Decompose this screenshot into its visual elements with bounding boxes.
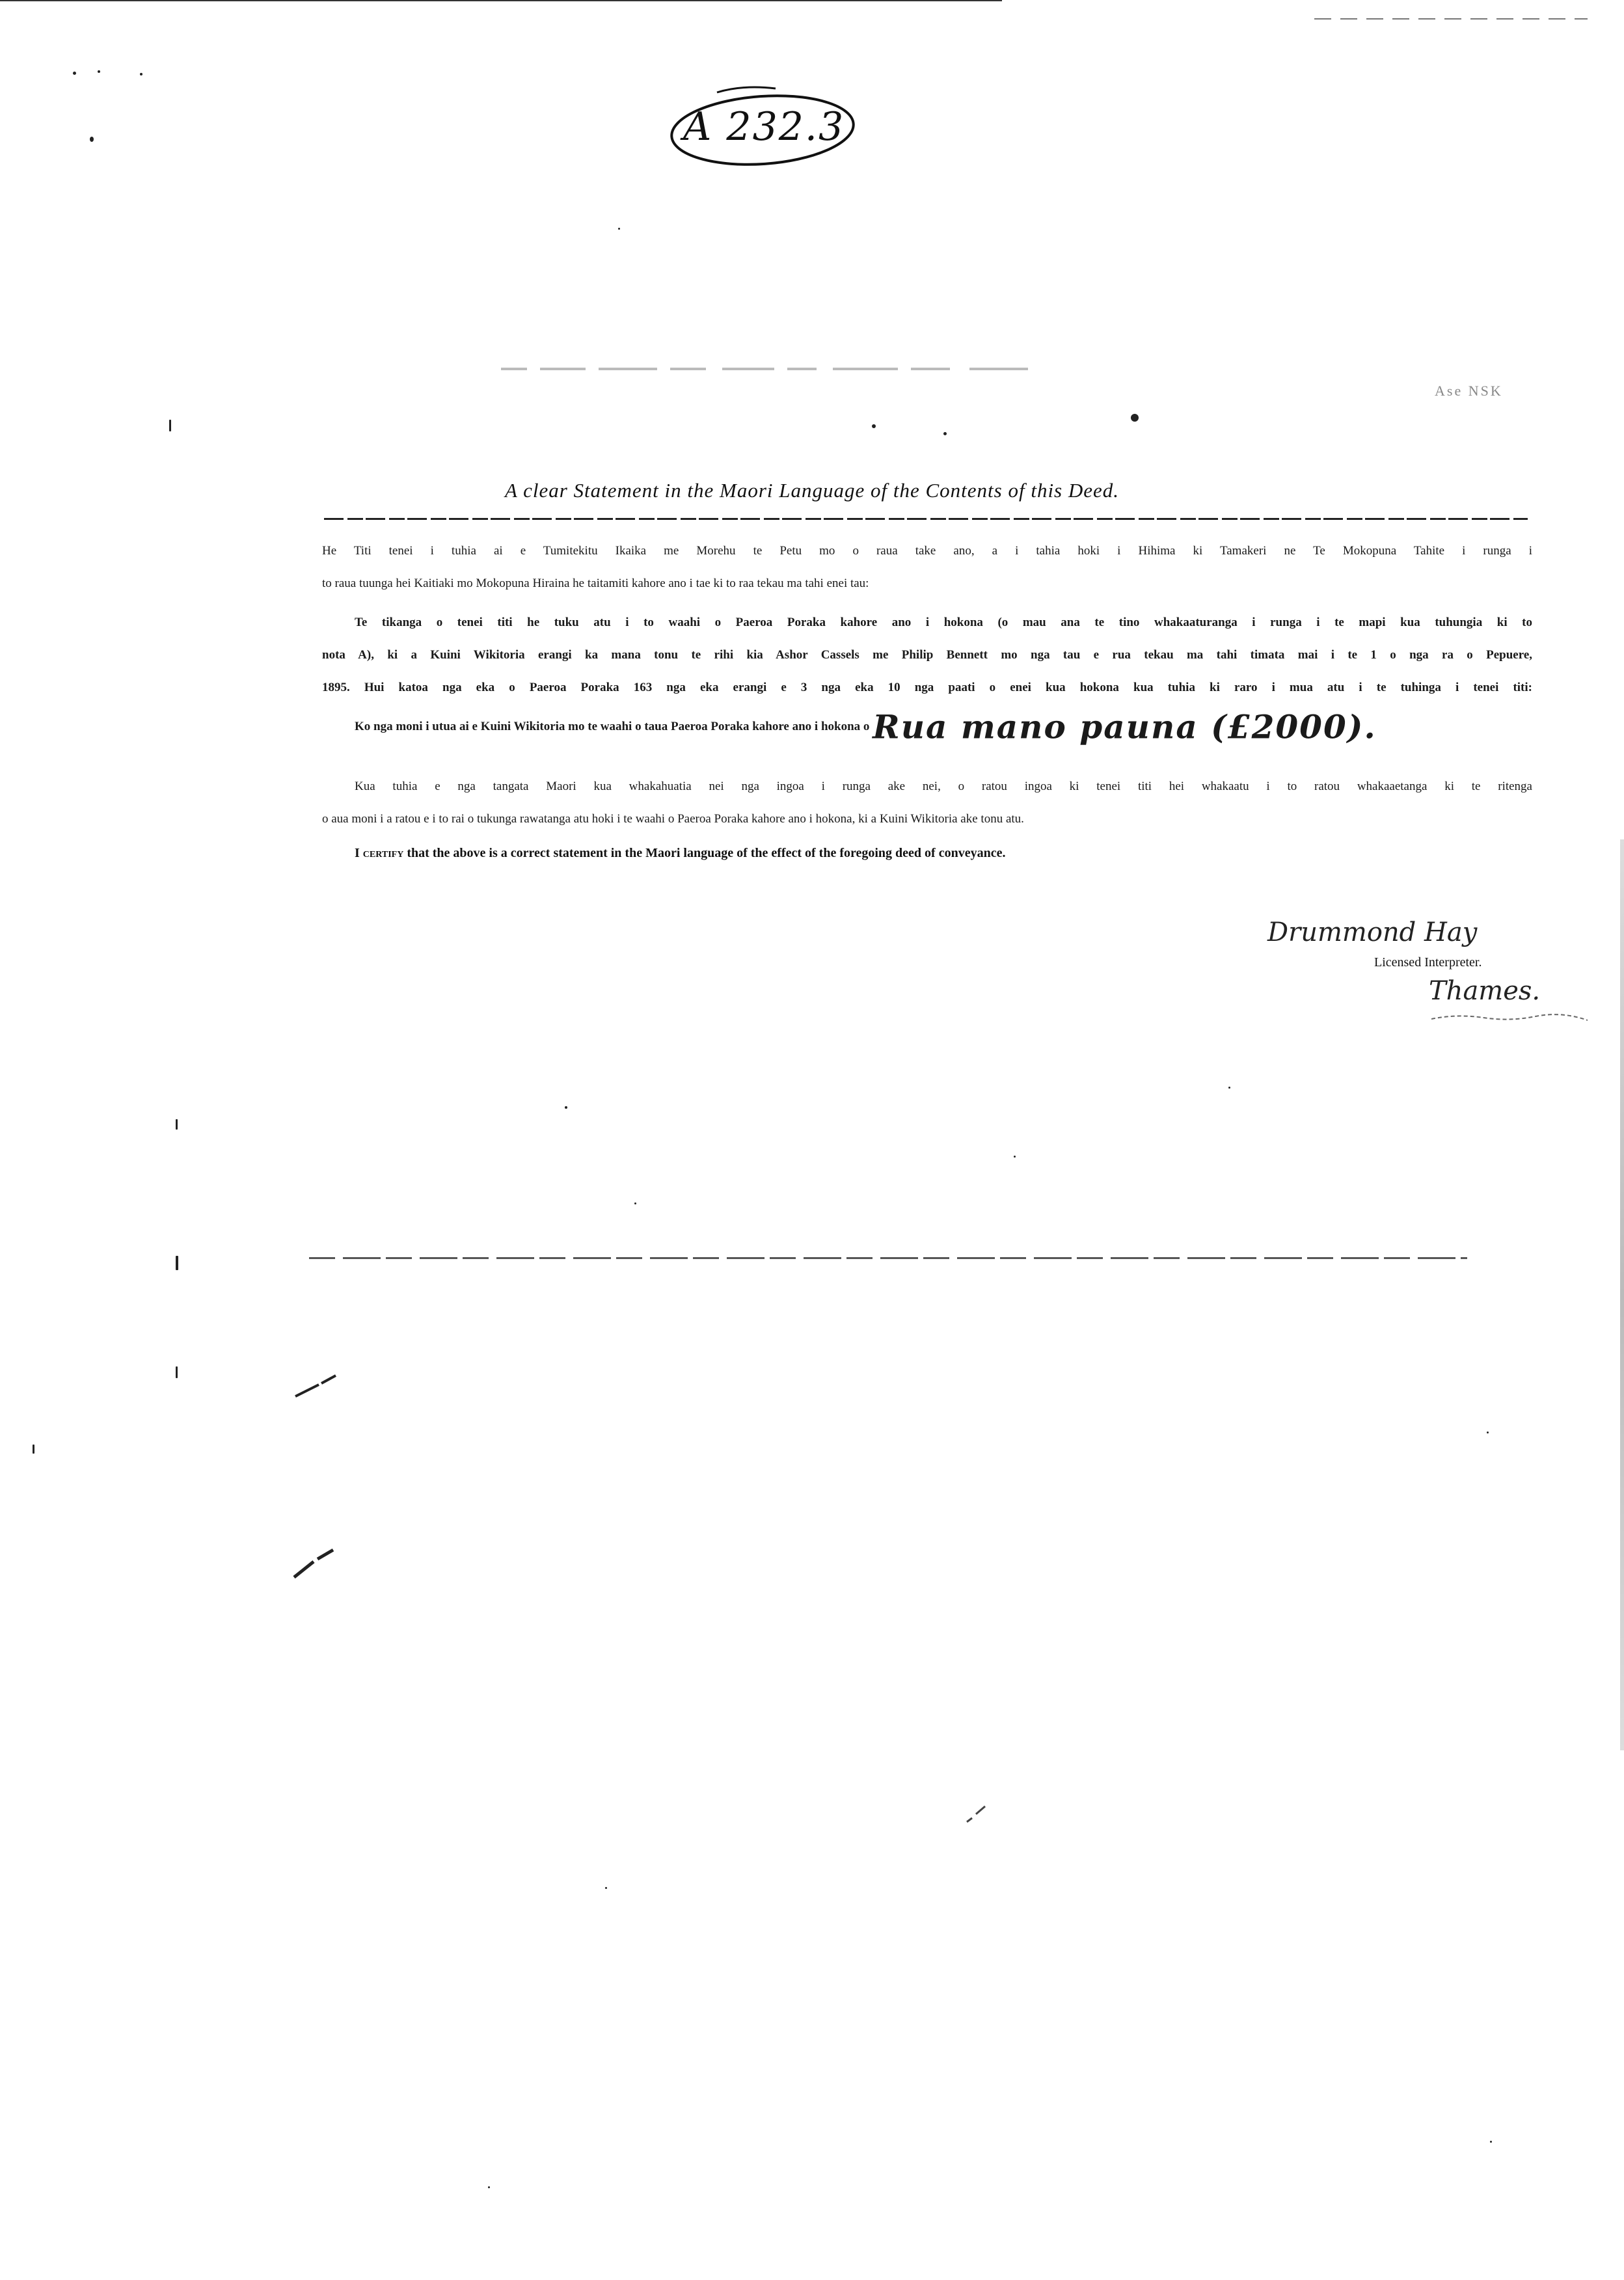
- faint-header-right: Ase NSK: [1435, 383, 1503, 399]
- scan-speck: [1014, 1156, 1016, 1158]
- signature-place: Thames.: [1429, 976, 1541, 1006]
- scan-speck: [943, 432, 947, 435]
- intro-paragraph: [322, 535, 1532, 600]
- scan-speck: [565, 1106, 567, 1109]
- scan-speck: [169, 420, 171, 431]
- document-title: A clear Statement in the Maori Language of the Contents of this Deed.: [504, 479, 1120, 502]
- witness-line-2: o aua moni i a ratou e i to rai o tukunga rawatanga atu hoki i te waahi o Paeroa Poraka kahore ano i hokona, ki a Kuini Wikitoria ake tonu atu.: [322, 812, 1024, 826]
- scan-speck: [872, 424, 876, 428]
- scan-speck: [618, 228, 620, 230]
- certification-rest: that the above is a correct statement in the Maori language of the effect of the foregoing deed of conveyance.: [403, 846, 1006, 860]
- stray-pen-mark: [963, 1802, 989, 1826]
- faint-header-text: [501, 364, 1035, 373]
- title-rule: [324, 518, 1528, 520]
- reference-mark: A 232.3: [683, 104, 845, 150]
- scan-right-edge: [1620, 839, 1624, 1750]
- intro-line-1: He Titi tenei i tuhia ai e Tumitekitu Ikaika me Morehu te Petu mo o raua take ano, a i tahia hoki i Hihima ki Tamakeri ne Te Mokopuna Tahite i runga i: [322, 544, 1532, 558]
- certification-statement: [355, 846, 1005, 861]
- witness-line-1: Kua tuhia e nga tangata Maori kua whakahuatia nei nga ingoa i runga ake nei, o ratou ingoa ki tenei titi hei whakaatu i to ratou whakaaetanga ki te ritenga: [355, 780, 1532, 793]
- intro-line-2: to raua tuunga hei Kaitiaki mo Mokopuna Hiraina he taitamiti kahore ano i tae ki to raa tekau ma tahi enei tau:: [322, 577, 869, 590]
- handwritten-amount: Rua mano pauna (£2000).: [873, 707, 1377, 746]
- signature-role: Licensed Interpreter.: [1374, 955, 1482, 970]
- witness-paragraph: [322, 770, 1532, 835]
- scan-speck: [33, 1445, 34, 1454]
- scan-speck: [634, 1202, 636, 1204]
- scan-speck: [1131, 414, 1139, 422]
- scan-speck: [176, 1366, 178, 1378]
- scan-speck: [605, 1887, 607, 1889]
- body-line-3: 1895. Hui katoa nga eka o Paeroa Poraka 163 nga eka erangi e 3 nga eka 10 nga paati o enei kua hokona kua tuhia ki raro i mua atu i te tuhinga i tenei titi:: [322, 681, 1532, 694]
- body-line-4-text: Ko nga moni i utua ai e Kuini Wikitoria mo te waahi o taua Paeroa Poraka kahore ano i hokona o: [355, 720, 870, 733]
- signature-flourish: [1431, 1007, 1588, 1027]
- scan-speck: [98, 70, 100, 73]
- scan-speck: [1487, 1432, 1489, 1433]
- signature-name: Drummond Hay: [1267, 917, 1478, 947]
- scan-speck: [90, 137, 94, 142]
- scan-speck: [140, 73, 142, 75]
- scan-speck: [488, 2186, 490, 2188]
- scan-top-edge: [0, 0, 1002, 1]
- body-paragraph: [322, 606, 1532, 750]
- body-line-4: [322, 704, 1532, 750]
- scan-top-right-edge: [1314, 18, 1588, 20]
- scan-speck: [1228, 1087, 1230, 1089]
- body-line-2: nota A), ki a Kuini Wikitoria erangi ka mana tonu te rihi kia Ashor Cassels me Philip Bennett mo nga tau e rua tekau ma tahi timata mai i te 1 o nga ra o Pepuere,: [322, 648, 1532, 662]
- scan-speck: [176, 1256, 178, 1270]
- body-line-1: Te tikanga o tenei titi he tuku atu i to waahi o Paeroa Poraka kahore ano i hokona (o mau ana te tino whakaaturanga i runga i te mapi kua tuhungia ki to: [355, 616, 1532, 629]
- scan-speck: [176, 1119, 178, 1130]
- stray-pen-mark: [293, 1373, 338, 1399]
- scan-speck: [1490, 2141, 1492, 2143]
- scan-speck: [73, 72, 76, 75]
- certification-lead: I certify: [355, 846, 404, 860]
- scan-divider: [309, 1257, 1467, 1259]
- stray-pen-mark: [291, 1547, 337, 1580]
